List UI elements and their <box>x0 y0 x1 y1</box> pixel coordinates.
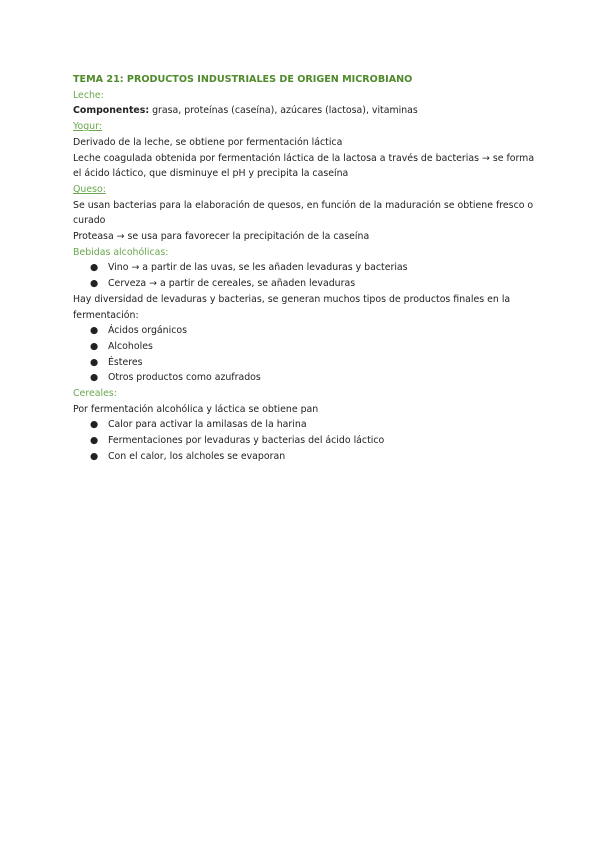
bullet-icon: ● <box>90 372 99 384</box>
queso-heading: Queso: <box>73 183 106 195</box>
yogur-line-2: Leche coagulada obtenida por fermentación láctica de la lactosa a través de bacterias → se forma el ácido láctico, que disminuye el pH y precipita la caseína <box>73 152 535 180</box>
list-item <box>73 417 535 433</box>
list-item-text: Vino → a partir de las uvas, se les añaden levaduras y bacterias <box>108 262 408 274</box>
leche-heading: Leche: <box>73 89 104 101</box>
bullet-icon: ● <box>90 325 99 337</box>
componentes-label: Componentes: <box>73 105 150 117</box>
bullet-icon: ● <box>90 278 99 290</box>
bullet-icon: ● <box>90 356 99 368</box>
list-item <box>73 339 535 355</box>
componentes-text: grasa, proteínas (caseína), azúcares (lactosa), vitaminas <box>149 105 418 117</box>
bullet-icon: ● <box>90 435 99 447</box>
list-item-text: Cerveza → a partir de cereales, se añaden levaduras <box>108 278 356 290</box>
yogur-line-1: Derivado de la leche, se obtiene por fermentación láctica <box>73 136 343 148</box>
list-item <box>73 276 535 292</box>
cereales-list <box>73 417 535 464</box>
queso-line-1: Se usan bacterias para la elaboración de quesos, en función de la maduración se obtiene fresco o curado <box>73 199 534 227</box>
list-item-text: Ácidos orgánicos <box>108 325 188 337</box>
diversidad-line: Hay diversidad de levaduras y bacterias, se generan muchos tipos de productos finales en la fermentación: <box>73 293 511 321</box>
document-title: TEMA 21: PRODUCTOS INDUSTRIALES DE ORIGEN MICROBIANO <box>73 74 413 85</box>
bullet-icon: ● <box>90 419 99 431</box>
list-item-text: Ésteres <box>108 356 143 368</box>
productos-list <box>73 323 535 386</box>
list-item <box>73 449 535 465</box>
bullet-icon: ● <box>90 340 99 352</box>
queso-line-2: Proteasa → se usa para favorecer la precipitación de la caseína <box>73 231 370 243</box>
list-item <box>73 355 535 371</box>
list-item <box>73 260 535 276</box>
cereales-heading: Cereales: <box>73 388 117 400</box>
bebidas-list <box>73 260 535 291</box>
list-item-text: Alcoholes <box>108 340 153 352</box>
bullet-icon: ● <box>90 450 99 462</box>
list-item-text: Calor para activar la amilasas de la harina <box>108 419 307 431</box>
list-item-text: Fermentaciones por levaduras y bacterias del ácido láctico <box>108 435 385 447</box>
list-item <box>73 370 535 386</box>
list-item <box>73 323 535 339</box>
cereales-line: Por fermentación alcohólica y láctica se obtiene pan <box>73 403 319 415</box>
list-item-text: Con el calor, los alcholes se evaporan <box>108 450 286 462</box>
list-item-text: Otros productos como azufrados <box>108 372 261 384</box>
bullet-icon: ● <box>90 262 99 274</box>
bebidas-heading: Bebidas alcohólicas: <box>73 246 169 258</box>
document-page <box>73 72 535 465</box>
componentes-line <box>73 103 535 119</box>
yogur-heading: Yogur: <box>73 121 102 133</box>
list-item <box>73 433 535 449</box>
